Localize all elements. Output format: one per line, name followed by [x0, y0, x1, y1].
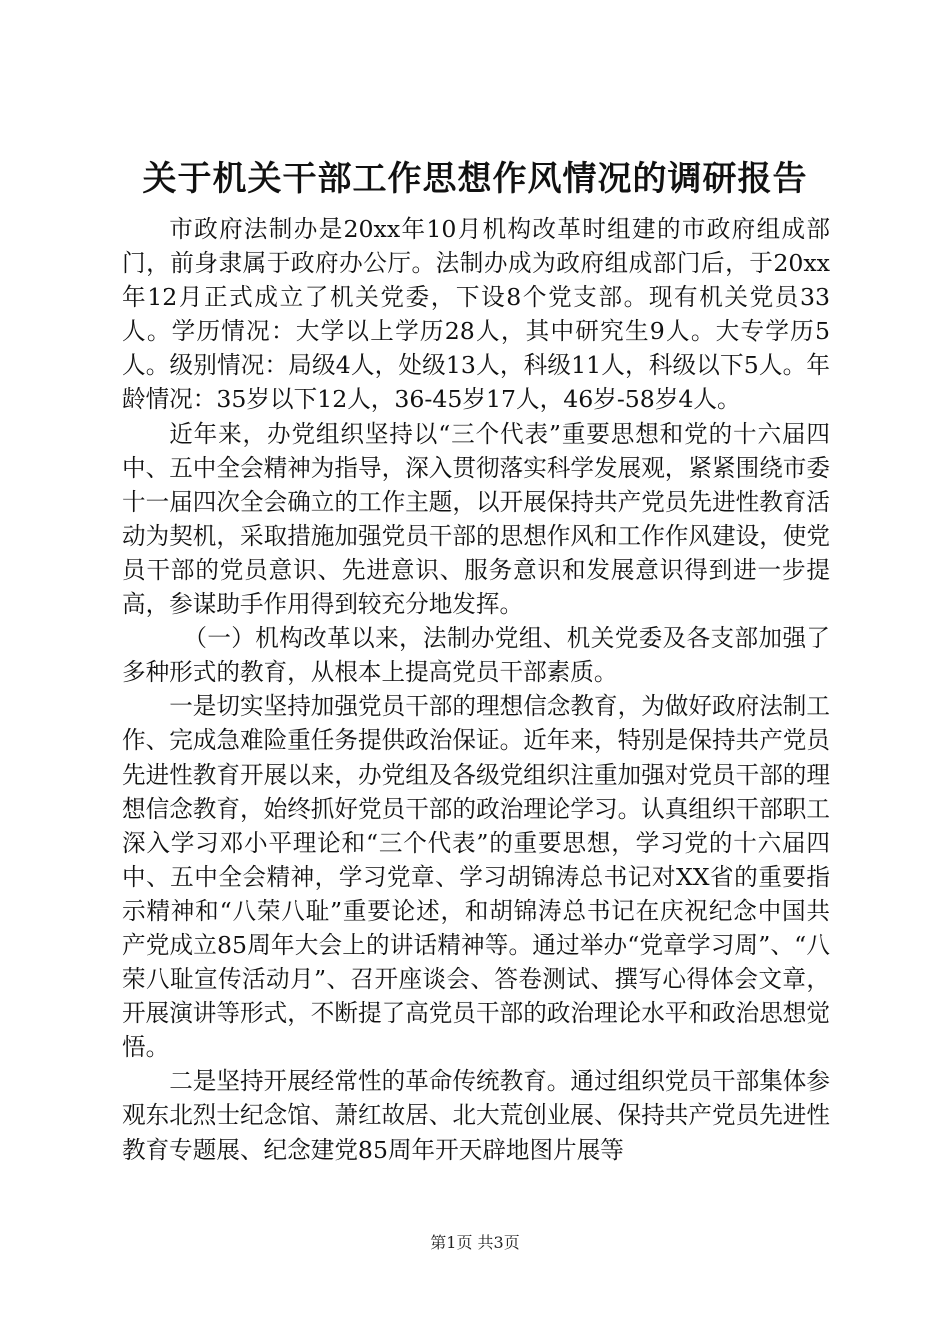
- paragraph-point-two: 二是坚持开展经常性的革命传统教育。通过组织党员干部集体参观东北烈士纪念馆、萧红故居、北大荒创业展、保持共产党员先进性教育专题展、纪念建党85周年开天辟地图片展等: [122, 1067, 830, 1164]
- page-number: 第1页 共3页: [430, 1233, 520, 1252]
- document-body: [122, 212, 830, 1167]
- paragraph-background: 近年来，办党组织坚持以“三个代表”重要思想和党的十六届四中、五中全会精神为指导，深入贯彻落实科学发展观，紧紧围绕市委十一届四次全会确立的工作主题，以开展保持共产党员先进性教育活动为契机，采取措施加强党员干部的思想作风和工作作风建设，使党员干部的党员意识、先进意识、服务意识和发展意识得到进一步提高，参谋助手作用得到较充分地发挥。: [122, 419, 830, 619]
- paragraph-overview: 市政府法制办是20xx年10月机构改革时组建的市政府组成部门，前身隶属于政府办公厅。法制办成为政府组成部门后，于20xx年12月正式成立了机关党委，下设8个党支部。现有机关党员33人。学历情况：大学以上学历28人，其中研究生9人。大专学历5人。级别情况：局级4人，处级13人，科级11人，科级以下5人。年龄情况：35岁以下12人，36-45岁17人，46岁-58岁4人。: [122, 215, 830, 414]
- document-title: 关于机关干部工作思想作风情况的调研报告: [142, 159, 808, 199]
- paragraph-section-heading: （一）机构改革以来，法制办党组、机关党委及各支部加强了多种形式的教育，从根本上提高党员干部素质。: [122, 624, 830, 687]
- paragraph-point-one: 一是切实坚持加强党员干部的理想信念教育，为做好政府法制工作、完成急难险重任务提供政治保证。近年来，特别是保持共产党员先进性教育开展以来，办党组及各级党组织注重加强对党员干部的理想信念教育，始终抓好党员干部的政治理论学习。认真组织干部职工深入学习邓小平理论和“三个代表”的重要思想，学习党的十六届四中、五中全会精神，学习党章、学习胡锦涛总书记对XX省的重要指示精神和“八荣八耻”重要论述，和胡锦涛总书记在庆祝纪念中国共产党成立85周年大会上的讲话精神等。通过举办“党章学习周”、“八荣八耻宣传活动月”、召开座谈会、答卷测试、撰写心得体会文章，开展演讲等形式，不断提了高党员干部的政治理论水平和政治思想觉悟。: [122, 692, 830, 1062]
